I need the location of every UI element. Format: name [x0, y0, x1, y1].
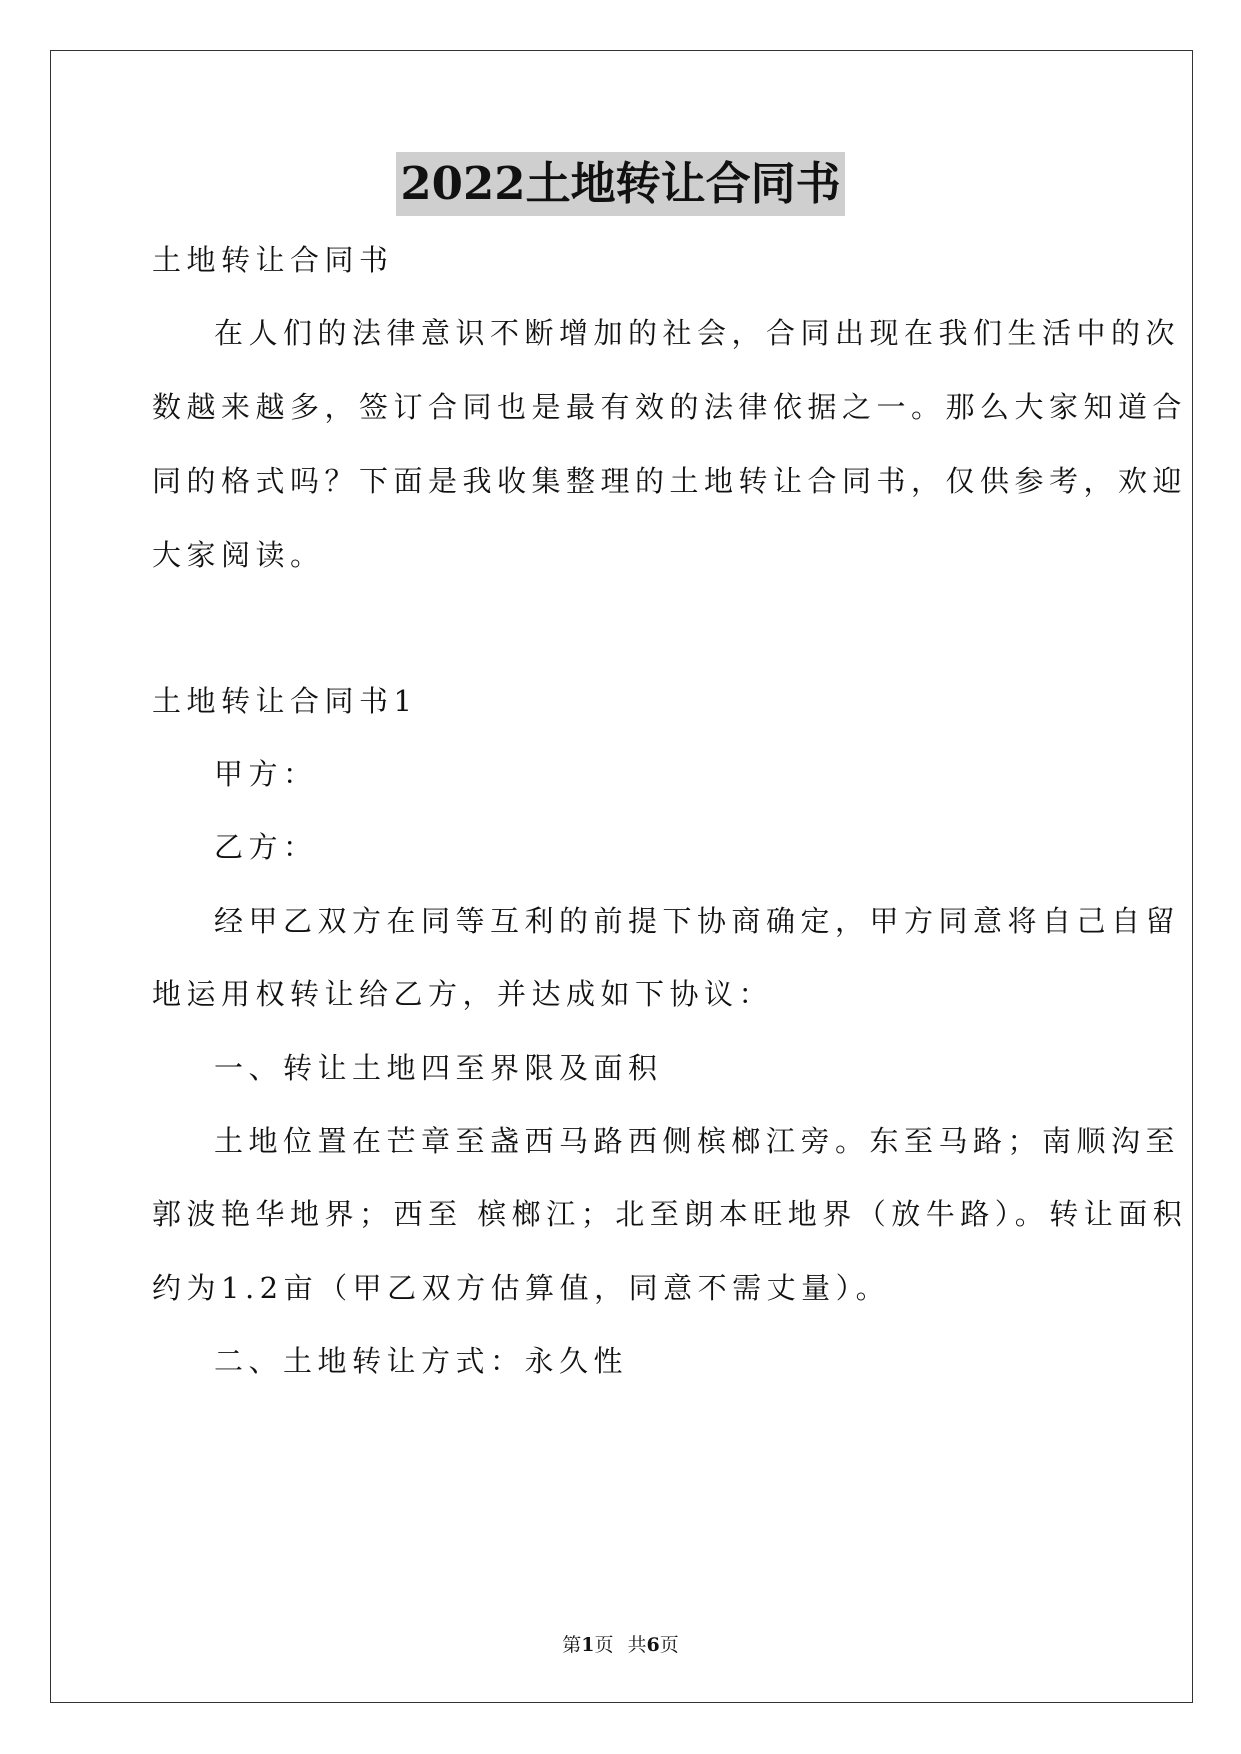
clause-2-heading: 二、土地转让方式：永久性	[214, 1344, 629, 1378]
footer-page-number: 1	[581, 1634, 595, 1656]
title-container	[0, 152, 1241, 216]
footer-page-suffix: 页	[594, 1634, 614, 1656]
page-footer	[0, 1632, 1241, 1658]
agreement-line-2: 地运用权转让给乙方，并达成如下协议：	[152, 977, 774, 1011]
footer-total-pages: 6	[646, 1634, 660, 1656]
clause-1-line-3: 约为1.2亩（甲乙双方估算值，同意不需丈量）。	[152, 1271, 891, 1305]
clause-1-line-2: 郭波艳华地界；西至 槟榔江；北至朗本旺地界（放牛路）。转让面积	[152, 1197, 1188, 1231]
party-b-label: 乙方：	[214, 830, 318, 864]
intro-line-3: 同的格式吗？下面是我收集整理的土地转让合同书，仅供参考，欢迎	[152, 464, 1188, 498]
footer-total-prefix: 共	[627, 1634, 647, 1656]
intro-line-2: 数越来越多，签订合同也是最有效的法律依据之一。那么大家知道合	[152, 390, 1188, 424]
agreement-line-1: 经甲乙双方在同等互利的前提下协商确定，甲方同意将自己自留	[214, 904, 1181, 938]
clause-1-line-1: 土地位置在芒章至盏西马路西侧槟榔江旁。东至马路；南顺沟至	[214, 1124, 1181, 1158]
document-subtitle: 土地转让合同书	[152, 243, 394, 277]
clause-1-heading: 一、转让土地四至界限及面积	[214, 1051, 663, 1085]
section-heading: 土地转让合同书1	[152, 684, 418, 718]
page-border	[50, 50, 1193, 1703]
intro-line-4: 大家阅读。	[152, 538, 325, 572]
document-title: 2022土地转让合同书	[396, 152, 844, 216]
footer-total-suffix: 页	[659, 1634, 679, 1656]
party-a-label: 甲方：	[214, 757, 318, 791]
footer-page-prefix: 第	[562, 1634, 582, 1656]
intro-line-1: 在人们的法律意识不断增加的社会，合同出现在我们生活中的次	[214, 316, 1181, 350]
